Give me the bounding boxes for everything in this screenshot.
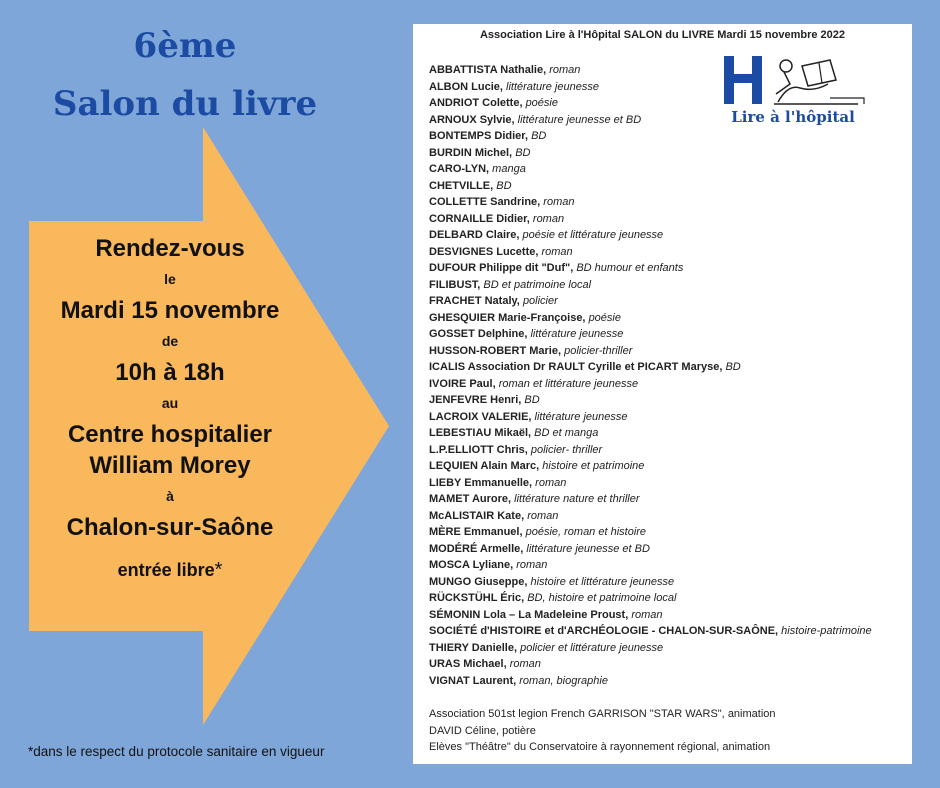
list-item: [429, 508, 872, 525]
event-entry: [29, 559, 311, 582]
list-item: [429, 310, 872, 327]
author-name: DAVID Céline,: [429, 724, 500, 737]
author-genre: roman: [631, 608, 663, 621]
author-name: SÉMONIN Lola – La Madeleine Proust,: [429, 608, 629, 621]
list-item: [429, 590, 872, 607]
author-genre: policier et littérature jeunesse: [520, 641, 664, 654]
author-genre: policier: [522, 295, 558, 307]
event-date: Mardi 15 novembre: [60, 297, 280, 324]
author-genre: roman, biographie: [519, 674, 608, 687]
list-item: [429, 343, 872, 360]
author-name: JENFEVRE Henri,: [429, 394, 522, 406]
list-item: [429, 392, 872, 409]
list-item: [429, 112, 872, 129]
author-genre: littérature jeunesse: [530, 328, 624, 340]
list-item: [429, 673, 872, 690]
author-genre: roman: [541, 245, 573, 258]
author-genre: animation: [722, 741, 771, 753]
list-item: [429, 161, 872, 178]
author-name: DESVIGNES Lucette,: [429, 245, 539, 258]
footnote: *dans le respect du protocole sanitaire en vigueur: [28, 744, 325, 759]
author-name: BONTEMPS Didier,: [429, 130, 529, 142]
author-genre: roman: [509, 658, 541, 670]
author-name: HUSSON-ROBERT Marie,: [429, 344, 562, 357]
author-name: FILIBUST,: [429, 278, 481, 291]
list-item: [429, 524, 872, 541]
author-genre: policier-thriller: [564, 344, 633, 357]
list-item: [429, 458, 872, 475]
author-name: DELBARD Claire,: [429, 229, 520, 241]
author-name: FRACHET Nataly,: [429, 295, 520, 307]
author-genre: roman: [543, 196, 575, 208]
author-name: COLLETTE Sandrine,: [429, 196, 541, 208]
author-genre: roman et littérature jeunesse: [498, 377, 639, 390]
list-item: [429, 277, 872, 294]
event-venue: Centre hospitalier: [67, 421, 273, 448]
author-genre: BD: [515, 146, 531, 159]
author-genre: policier- thriller: [530, 443, 603, 456]
author-name: McALISTAIR Kate,: [429, 509, 525, 522]
author-name: ANDRIOT Colette,: [429, 97, 523, 109]
list-item: [429, 623, 872, 640]
heading-number: 6ème: [133, 26, 237, 66]
author-name: LEBESTIAU Mikaël,: [429, 427, 532, 439]
author-genre: poésie et littérature jeunesse: [522, 229, 664, 241]
list-item: [429, 145, 872, 162]
author-genre: roman: [532, 212, 565, 225]
list-item: [429, 656, 872, 673]
list-item: [429, 260, 872, 277]
event-entry-label: entrée libre: [117, 560, 215, 580]
author-genre: roman: [516, 559, 548, 571]
list-item: [429, 62, 872, 79]
extra-list: [429, 706, 776, 756]
event-rendezvous: Rendez-vous: [95, 235, 245, 262]
list-item: [429, 194, 872, 211]
event-le: le: [164, 271, 176, 287]
author-name: MODÉRÉ Armelle,: [429, 542, 524, 555]
author-name: LACROIX VALERIE,: [429, 410, 532, 423]
list-item: [429, 178, 872, 195]
author-name: IVOIRE Paul,: [429, 377, 496, 390]
logo-text: Lire à l'hôpital: [731, 108, 855, 126]
author-genre: poésie, roman et histoire: [525, 526, 647, 538]
list-item: [429, 706, 776, 723]
event-de: de: [161, 333, 179, 349]
event-hours: 10h à 18h: [115, 359, 225, 386]
author-genre: animation: [727, 708, 776, 720]
author-genre: littérature jeunesse: [534, 410, 628, 423]
author-name: ARNOUX Sylvie,: [429, 113, 515, 126]
author-name: CARO-LYN,: [429, 163, 490, 175]
author-genre: BD: [524, 394, 540, 406]
list-item: [429, 491, 872, 508]
author-name: MÈRE Emmanuel,: [429, 526, 523, 538]
event-a: à: [166, 488, 174, 504]
author-name: DUFOUR Philippe dit "Duf",: [429, 262, 574, 274]
author-name: L.P.ELLIOTT Chris,: [429, 443, 528, 456]
list-item: [429, 359, 872, 376]
list-item: [429, 211, 872, 228]
author-genre: BD: [531, 130, 547, 142]
list-item: [429, 574, 872, 591]
author-name: URAS Michael,: [429, 658, 507, 670]
author-genre: histoire-patrimoine: [781, 625, 872, 637]
author-genre: littérature jeunesse et BD: [517, 113, 642, 126]
author-genre: roman: [535, 476, 567, 489]
author-name: ICALIS Association Dr RAULT Cyrille et PICART Maryse,: [429, 361, 723, 373]
author-name: LIEBY Emmanuelle,: [429, 476, 533, 489]
author-genre: roman: [549, 64, 581, 76]
list-item: [429, 442, 872, 459]
list-item: [429, 640, 872, 657]
list-item: [429, 723, 776, 740]
author-name: Elèves "Théâtre" du Conservatoire à rayonnement régional,: [429, 741, 720, 753]
author-genre: BD et manga: [534, 427, 599, 439]
list-item: [429, 557, 872, 574]
list-item: [429, 425, 872, 442]
author-name: ABBATTISTA Nathalie,: [429, 64, 547, 76]
author-list: [429, 62, 872, 689]
author-name: RÜCKSTÜHL Éric,: [429, 592, 525, 604]
author-genre: potière: [502, 724, 536, 737]
author-name: MAMET Aurore,: [429, 493, 512, 505]
list-item: [429, 244, 872, 261]
event-venue-name: William Morey: [89, 452, 251, 479]
heading-title: Salon du livre: [52, 84, 318, 124]
author-genre: histoire et patrimoine: [542, 460, 645, 472]
event-info: [29, 233, 311, 582]
list-item: [429, 293, 872, 310]
author-name: SOCIÉTÉ d'HISTOIRE et d'ARCHÉOLOGIE - CHALON-SUR-SAÔNE,: [429, 625, 779, 637]
author-genre: poésie: [588, 311, 621, 324]
list-item: [429, 409, 872, 426]
author-genre: BD: [725, 361, 741, 373]
author-name: GHESQUIER Marie-Françoise,: [429, 311, 586, 324]
list-item: [429, 607, 872, 624]
author-name: ALBON Lucie,: [429, 80, 503, 93]
author-name: Association 501st legion French GARRISON "STAR WARS",: [429, 708, 725, 720]
author-name: MUNGO Giuseppe,: [429, 575, 528, 588]
author-name: VIGNAT Laurent,: [429, 674, 517, 687]
event-entry-mark: *: [214, 559, 223, 581]
author-genre: BD: [496, 179, 512, 192]
author-genre: roman: [527, 509, 559, 522]
author-genre: BD et patrimoine local: [483, 278, 592, 291]
author-genre: littérature jeunesse: [506, 80, 599, 93]
author-genre: littérature jeunesse et BD: [526, 542, 650, 555]
author-name: THIERY Danielle,: [429, 641, 518, 654]
author-genre: manga: [492, 163, 526, 175]
list-item: [429, 128, 872, 145]
author-name: CHETVILLE,: [429, 179, 494, 192]
author-genre: poésie: [525, 97, 558, 109]
list-item: [429, 541, 872, 558]
event-au: au: [161, 395, 179, 411]
author-name: GOSSET Delphine,: [429, 328, 528, 340]
author-genre: littérature nature et thriller: [514, 493, 640, 505]
author-name: BURDIN Michel,: [429, 146, 513, 159]
author-genre: BD humour et enfants: [576, 262, 684, 274]
list-item: [429, 739, 776, 756]
list-item: [429, 326, 872, 343]
panel-title: Association Lire à l'Hôpital SALON du LIVRE Mardi 15 novembre 2022: [479, 29, 846, 41]
event-city: Chalon-sur-Saône: [66, 514, 274, 541]
list-item: [429, 95, 872, 112]
author-panel: [413, 24, 912, 764]
author-name: CORNAILLE Didier,: [429, 212, 530, 225]
author-genre: BD, histoire et patrimoine local: [527, 592, 677, 604]
list-item: [429, 475, 872, 492]
author-genre: histoire et littérature jeunesse: [530, 575, 675, 588]
list-item: [429, 376, 872, 393]
author-name: MOSCA Lyliane,: [429, 559, 514, 571]
list-item: [429, 79, 872, 96]
author-name: LEQUIEN Alain Marc,: [429, 460, 540, 472]
list-item: [429, 227, 872, 244]
